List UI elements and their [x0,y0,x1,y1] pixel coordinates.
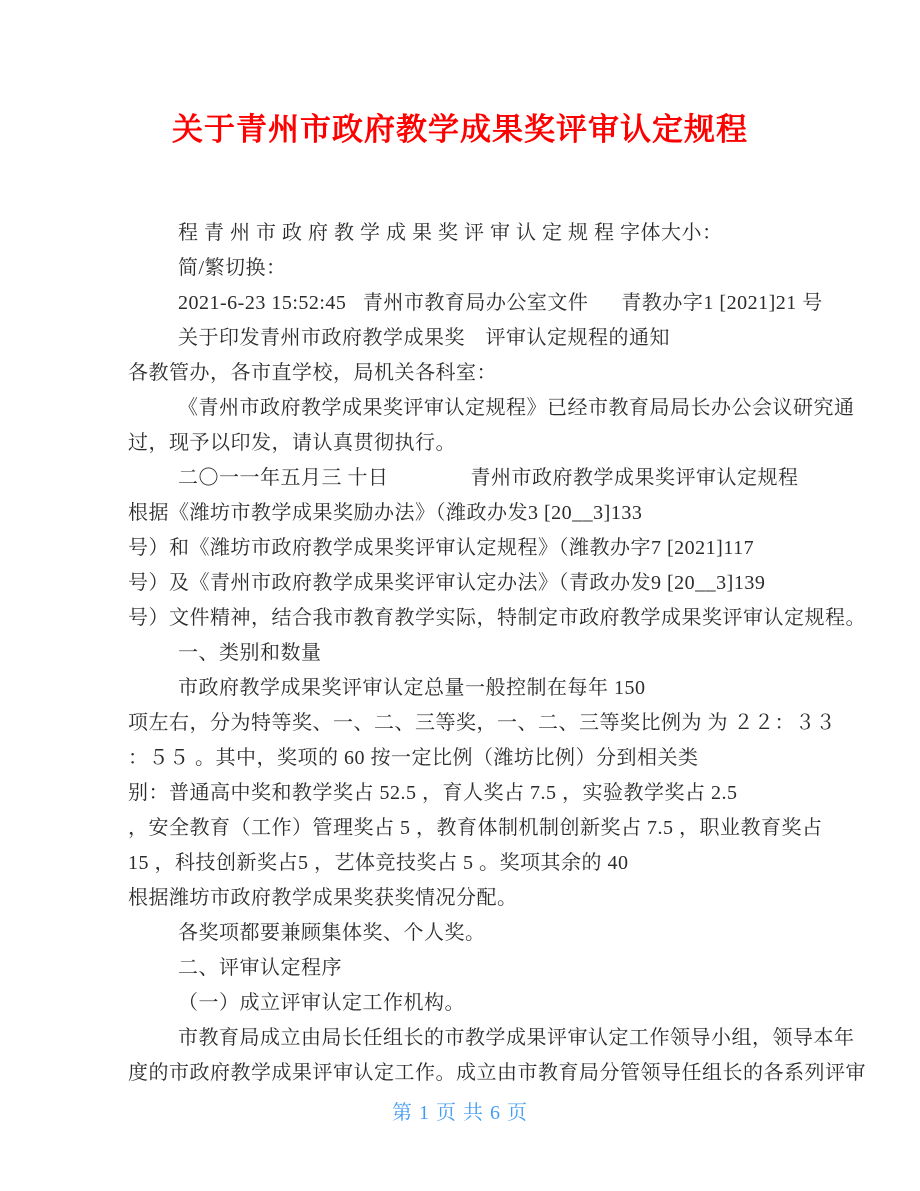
document-title: 关于青州市政府教学成果奖评审认定规程 [172,112,748,147]
text-line: 号）和《潍坊市政府教学成果奖评审认定规程》（潍教办字7 [2021]117 [128,537,755,559]
text-line: ：５５ 。其中，奖项的 60 按一定比例（潍坊比例）分到相关类 [128,747,699,769]
text-line: 程 青 州 市 政 府 教 学 成 果 奖 评 审 认 定 规 程 字体大小： [178,222,723,244]
text-line: 各教管办，各市直学校，局机关各科室： [128,362,497,384]
text-line: 关于印发青州市政府教学成果奖 评审认定规程的通知 [178,327,670,349]
text-line: 市教育局成立由局长任组长的市教学成果评审认定工作领导小组，领导本年 [178,1027,855,1049]
text-line: 15 ，科技创新奖占5 ，艺体竞技奖占 5 。奖项其余的 40 [128,852,629,874]
text-line: 各奖项都要兼顾集体奖、个人奖。 [178,922,486,944]
text-line: 一、类别和数量 [178,642,322,664]
page-number-footer: 第 1 页 共 6 页 [392,1102,528,1124]
text-line: 号）及《青州市政府教学成果奖评审认定办法》（青政办发9 [20__3]139 [128,572,766,594]
text-line: （一）成立评审认定工作机构。 [178,992,465,1014]
text-line: 项左右，分为特等奖、一、二、三等奖，一、二、三等奖比例为 为 ２２：３３ [128,712,836,734]
text-line: 号）文件精神，结合我市教育教学实际，特制定市政府教学成果奖评审认定规程。 [128,607,866,629]
text-line: 度的市政府教学成果评审认定工作。成立由市教育局分管领导任组长的各系列评审 [128,1062,866,1084]
text-line: 简/繁切换： [178,257,287,279]
text-line: 二、评审认定程序 [178,957,342,979]
document-body [0,216,920,1091]
text-line: ，安全教育（工作）管理奖占 5 ，教育体制机制创新奖占 7.5 ，职业教育奖占 [128,817,823,839]
text-line: 根据潍坊市政府教学成果奖获奖情况分配。 [128,887,518,909]
text-line: 2021-6-23 15:52:45 青州市教育局办公室文件 青教办字1 [2021]21 号 [178,292,823,314]
text-line: 市政府教学成果奖评审认定总量一般控制在每年 150 [178,677,646,699]
text-line: 二〇一一年五月三 十日 青州市政府教学成果奖评审认定规程 [178,467,799,489]
text-line: 过，现予以印发，请认真贯彻执行。 [128,432,456,454]
text-line: 《青州市政府教学成果奖评审认定规程》已经市教育局局长办公会议研究通 [178,397,855,419]
text-line: 根据《潍坊市教学成果奖励办法》（潍政办发3 [20__3]133 [128,502,643,524]
text-line: 别：普通高中奖和教学奖占 52.5 ，育人奖占 7.5 ，实验教学奖占 2.5 [128,782,738,804]
